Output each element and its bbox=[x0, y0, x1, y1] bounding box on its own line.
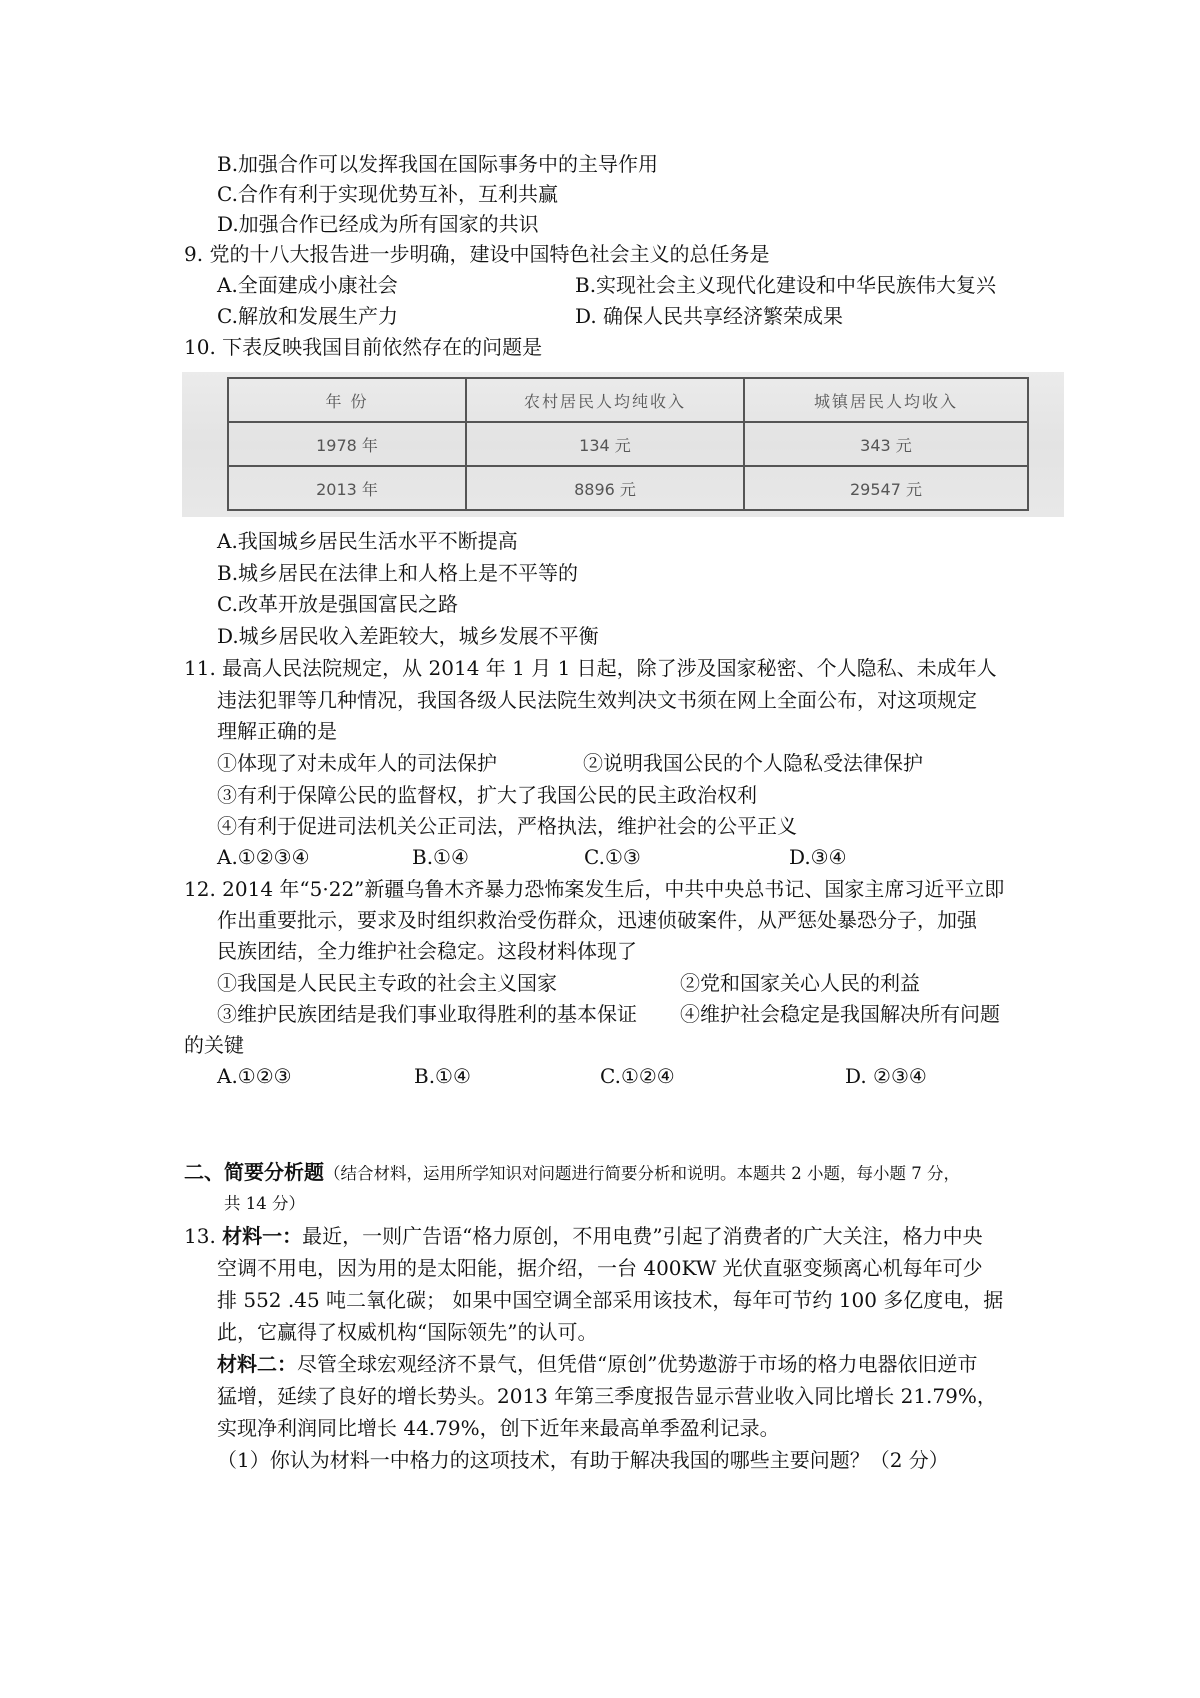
q11-stem-line3: 理解正确的是 bbox=[217, 719, 337, 743]
q13-material2-line3: 实现净利润同比增长 44.79%，创下近年来最高单季盈利记录。 bbox=[217, 1416, 780, 1440]
income-table bbox=[227, 377, 1029, 511]
q10-option-d: D.城乡居民收入差距较大，城乡发展不平衡 bbox=[217, 624, 599, 648]
q11-option-d: D.③④ bbox=[789, 845, 847, 869]
q12-item-1: ①我国是人民民主专政的社会主义国家 bbox=[217, 971, 557, 995]
q11-option-c: C.①③ bbox=[584, 845, 641, 869]
q10-option-b: B.城乡居民在法律上和人格上是不平等的 bbox=[217, 561, 579, 585]
table-row bbox=[228, 466, 1028, 510]
q13-material2-line1 bbox=[217, 1350, 977, 1378]
q13-material2-line2: 猛增，延续了良好的增长势头。2013 年第三季度报告显示营业收入同比增长 21.79%， bbox=[217, 1384, 997, 1408]
q12-item-4: ④维护社会稳定是我国解决所有问题 bbox=[680, 1002, 1000, 1026]
q13-material2-label: 材料二： bbox=[217, 1352, 297, 1376]
q12-stem-line1: 12. 2014 年“5·22”新疆乌鲁木齐暴力恐怖案发生后，中共中央总书记、国家主席习近平立即 bbox=[184, 877, 1005, 901]
q13-material1-line3: 排 552 .45 吨二氧化碳； 如果中国空调全部采用该技术，每年可节约 100 多亿度电，据 bbox=[217, 1288, 1004, 1312]
q13-material1-line1 bbox=[184, 1222, 983, 1250]
table-row bbox=[228, 422, 1028, 466]
table-header-row bbox=[228, 378, 1028, 422]
q9-option-a: A.全面建成小康社会 bbox=[217, 273, 398, 297]
q13-material1-line2: 空调不用电，因为用的是太阳能，据介绍，一台 400KW 光伏直驱变频离心机每年可少 bbox=[217, 1256, 983, 1280]
section2-heading bbox=[184, 1158, 960, 1186]
q12-option-b: B.①④ bbox=[414, 1064, 471, 1088]
q9-option-b: B.实现社会主义现代化建设和中华民族伟大复兴 bbox=[575, 273, 997, 297]
table-cell-year: 2013 年 bbox=[228, 466, 466, 510]
q11-stem-line2: 违法犯罪等几种情况，我国各级人民法院生效判决文书须在网上全面公布，对这项规定 bbox=[217, 688, 977, 712]
q11-option-b: B.①④ bbox=[412, 845, 469, 869]
q12-option-c: C.①②④ bbox=[600, 1064, 675, 1088]
table-cell-urban: 343 元 bbox=[744, 422, 1028, 466]
q8-option-b: B.加强合作可以发挥我国在国际事务中的主导作用 bbox=[217, 152, 659, 176]
q10-option-c: C.改革开放是强国富民之路 bbox=[217, 592, 458, 616]
q11-item-4: ④有利于促进司法机关公正司法，严格执法，维护社会的公平正义 bbox=[217, 814, 797, 838]
section2-note-line2: 共 14 分） bbox=[224, 1194, 305, 1213]
table-cell-year: 1978 年 bbox=[228, 422, 466, 466]
q12-item-3: ③维护民族团结是我们事业取得胜利的基本保证 bbox=[217, 1002, 637, 1026]
q11-option-a: A.①②③④ bbox=[217, 845, 310, 869]
section2-note-line1: （结合材料，运用所学知识对问题进行简要分析和说明。本题共 2 小题，每小题 7 分， bbox=[324, 1164, 960, 1183]
q13-material1-line4: 此，它赢得了权威机构“国际领先”的认可。 bbox=[217, 1320, 598, 1344]
q9-stem: 9. 党的十八大报告进一步明确，建设中国特色社会主义的总任务是 bbox=[184, 242, 770, 266]
q11-item-2: ②说明我国公民的个人隐私受法律保护 bbox=[583, 751, 923, 775]
table-header-year: 年 份 bbox=[228, 378, 466, 422]
table-header-rural: 农村居民人均纯收入 bbox=[466, 378, 744, 422]
q9-option-c: C.解放和发展生产力 bbox=[217, 304, 398, 328]
q13-material1-text: 最近，一则广告语“格力原创，不用电费”引起了消费者的广大关注，格力中央 bbox=[302, 1224, 983, 1248]
q8-option-c: C.合作有利于实现优势互补，互利共赢 bbox=[217, 182, 558, 206]
table-cell-urban: 29547 元 bbox=[744, 466, 1028, 510]
q10-option-a: A.我国城乡居民生活水平不断提高 bbox=[217, 529, 518, 553]
income-table-image bbox=[182, 372, 1064, 517]
q12-stem-line2: 作出重要批示，要求及时组织救治受伤群众，迅速侦破案件，从严惩处暴恐分子，加强 bbox=[217, 908, 977, 932]
q12-item-4-continued: 的关键 bbox=[184, 1033, 244, 1057]
q11-stem-line1: 11. 最高人民法院规定，从 2014 年 1 月 1 日起，除了涉及国家秘密、个人隐私、未成年人 bbox=[184, 656, 997, 680]
q11-item-3: ③有利于保障公民的监督权，扩大了我国公民的民主政治权利 bbox=[217, 783, 757, 807]
table-header-urban: 城镇居民人均收入 bbox=[744, 378, 1028, 422]
q13-subquestion-1: （1）你认为材料一中格力的这项技术，有助于解决我国的哪些主要问题？（2 分） bbox=[217, 1448, 949, 1472]
table-cell-rural: 8896 元 bbox=[466, 466, 744, 510]
q12-option-a: A.①②③ bbox=[217, 1064, 292, 1088]
q9-option-d: D. 确保人民共享经济繁荣成果 bbox=[575, 304, 844, 328]
q12-stem-line3: 民族团结，全力维护社会稳定。这段材料体现了 bbox=[217, 939, 637, 963]
table-cell-rural: 134 元 bbox=[466, 422, 744, 466]
section2-title: 二、简要分析题 bbox=[184, 1160, 324, 1184]
q8-option-d: D.加强合作已经成为所有国家的共识 bbox=[217, 212, 539, 236]
q11-item-1: ①体现了对未成年人的司法保护 bbox=[217, 751, 497, 775]
q10-stem: 10. 下表反映我国目前依然存在的问题是 bbox=[184, 335, 543, 359]
q12-option-d: D. ②③④ bbox=[845, 1064, 927, 1088]
q12-item-2: ②党和国家关心人民的利益 bbox=[680, 971, 920, 995]
q13-material1-label: 材料一： bbox=[222, 1224, 303, 1248]
q13-number: 13. bbox=[184, 1224, 216, 1248]
q13-material2-text: 尽管全球宏观经济不景气，但凭借“原创”优势遨游于市场的格力电器依旧逆市 bbox=[297, 1352, 978, 1376]
